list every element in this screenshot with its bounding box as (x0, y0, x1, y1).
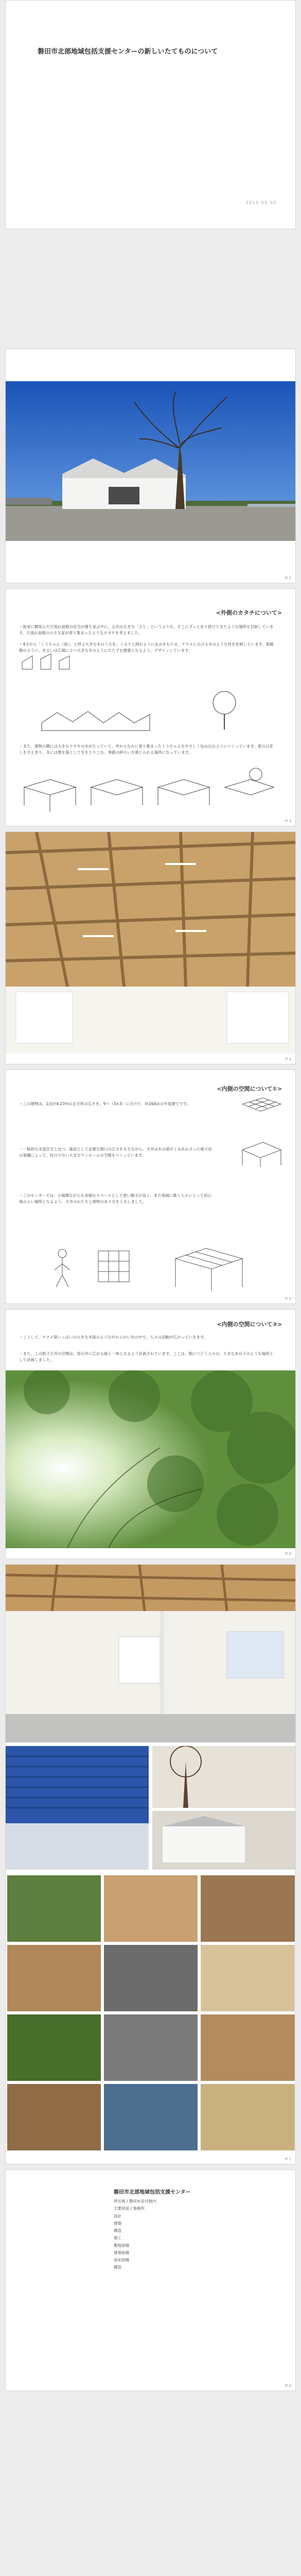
paragraph: ・4方から「くうちゃん（仮）」と呼ぶ大きな木のうろを、くるりと囲むように丸みをもたせ、ナナメにのびる木のような柱を計画しています。街路樹のように、あるいは広場に立つ大きな木のようにたたずむ建築となるよう、デザインしています。 (19, 642, 274, 653)
exterior-photo-slide (5, 349, 296, 583)
page-number: P. 7 (285, 2158, 291, 2161)
paragraph: ・街並に馴染んだ片流れ屋根の住宅が建ち並ぶ中に、公共の大きな「ひと」というよりも、そこにずっと在り続けてきたような場所を目指しています。片流れ屋根の小さな家が寄り集まったようなカタチを考えました。 (19, 624, 274, 635)
section-heading: <内側の空間について①> (217, 1086, 282, 1092)
info-line: 設計 (114, 2213, 121, 2218)
page-number: P. 8 (285, 2384, 291, 2388)
interior-text-slide-2 (5, 1309, 296, 1559)
info-line: 延床面積 (114, 2258, 129, 2262)
info-line: 建築 (114, 2221, 121, 2226)
project-info-list (114, 2198, 284, 2272)
cover-title: 磐田市北部地域包括支援センターの新しいたてものについて (38, 48, 218, 56)
info-line: 構造 (114, 2265, 121, 2270)
ceiling-photo (6, 832, 296, 1054)
gap (0, 229, 301, 349)
ceiling-photo-slide (5, 832, 296, 1064)
info-line: 施工 (114, 2235, 121, 2241)
info-line: 構造 (114, 2228, 121, 2233)
paragraph: ・こうして、ナナメ梁いっぱいの大きな木陰のようなやわらかい光の中で、人々の活動が広がっていきます。 (19, 1335, 208, 1340)
exterior-small-photo (152, 1811, 296, 1870)
grid-plan-icon (237, 1094, 284, 1122)
page-number: P. 6 (285, 1552, 291, 1556)
page-number: P. 5 (285, 1297, 291, 1301)
truss-icon (237, 1137, 284, 1168)
structure-diagram-icon (42, 1243, 278, 1292)
house-icon (18, 652, 75, 672)
project-title: 磐田市北部地域包括支援センター (114, 2190, 191, 2195)
paragraph: ・この建物は、1辺が4.27mの正方形の広さを、9つ（3×3）に分けた、約164㎡の平屋建てです。 (19, 1101, 191, 1106)
paragraph: ・また、この格子天井の空間は、窓の外に広がる緑と一体となるよう計画されています。ここは、朝につどう人々の、大きな木の下のような場所として計画しました。 (19, 1351, 273, 1362)
construction-photo-grid (6, 1874, 296, 2152)
info-line: 敷地面積 (114, 2243, 129, 2248)
tree-icon (206, 689, 242, 731)
section-heading: <外側のカタチについて> (216, 609, 282, 616)
info-line: 所在地 / 磐田市見付地内 (114, 2199, 156, 2204)
page-number: P. 2 (285, 577, 291, 580)
section-heading: <内側の空間について②> (217, 1321, 282, 1328)
cover-date: 2015.05.05 (245, 200, 277, 205)
photo-collage-slide (5, 1564, 296, 2164)
paragraph: ・一般的な木造住宅と比べ、施設として必要な間口の広さをもちながら、天井は木の梁がくみあわさった格子状の架構によって、柱の少ない大きなワンルームの空間をつくっています。 (19, 1147, 212, 1158)
tree-canopy-photo (6, 1370, 296, 1548)
tree-small-photo (152, 1746, 296, 1808)
paragraph: ・また、建物の隅には大きなケヤキの木がたっていて、外からなかに寄り集まったくうちゃんをやさしく包み込むようにつくっています。夏の日差しをさえぎり、冬には葉を落として光をとりこむ、季節の移ろいを感じられる場所になっています。 (19, 744, 273, 755)
exterior-text-slide (5, 588, 296, 826)
project-info-slide (5, 2170, 296, 2391)
paragraph: ・このセンターでは、小規模ながらも多様なスペースとして使い勝手が良く、また地域に集う人々にとって居心地のよい場所となるよう、天井のかたちと照明のあり方を工夫しました。 (19, 1193, 212, 1204)
info-line: 建築面積 (114, 2250, 129, 2255)
cover-slide (5, 0, 296, 229)
massing-diagram-icon (19, 767, 276, 813)
interior-text-slide-1 (5, 1070, 296, 1304)
exterior-photo (6, 381, 296, 541)
roof-diagram-icon (37, 702, 160, 733)
info-line: 主要用途 / 事務所 (114, 2206, 145, 2211)
interior-photo (6, 1565, 296, 1742)
page-number: P. 3 (285, 820, 291, 823)
page-number: P. 4 (285, 1058, 291, 1061)
metal-wall-photo (6, 1746, 149, 1870)
